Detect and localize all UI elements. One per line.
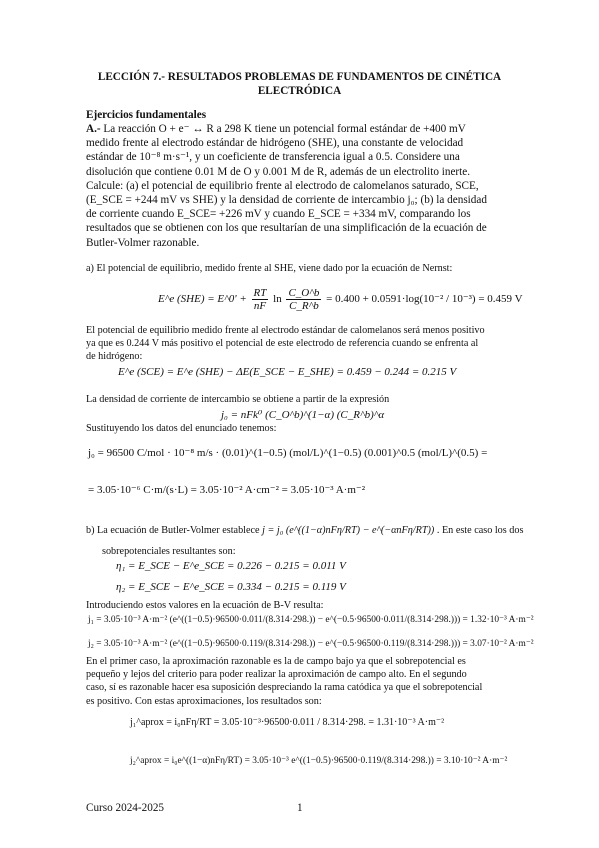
ln-operator: ln <box>273 293 282 306</box>
problem-line-9: Butler-Volmer razonable. <box>86 236 200 249</box>
j0-substitution: j₀ = 96500 C/mol · 10⁻⁸ m/s · (0.01)^(1−0.5) (mol/L)^(1−0.5) (0.001)^0.5 (mol/L)^(0.5) = <box>88 447 488 459</box>
concentration-ratio <box>286 287 321 312</box>
bv-intro: Introduciendo estos valores en la ecuación de B-V resulta: <box>86 600 324 611</box>
part-a-text <box>86 324 514 364</box>
problem-line-4: disolución que contiene 0.01 M de O y 0.001 M de R, además de un electrolito inerte. <box>86 165 471 178</box>
rt-over-nf <box>252 287 269 312</box>
co-numerator: C_O^b <box>288 287 320 299</box>
j0-expression: j₀ = nFk⁰ (C_O^b)^(1−α) (C_R^b)^α <box>221 409 385 421</box>
part-a-text-line-3: de hidrógeno: <box>86 351 143 363</box>
problem-line-8: resultados que se obtienen con los que resultarían de una simplificación de la ecuación de <box>86 222 487 235</box>
footer-course: Curso 2024-2025 <box>86 802 165 814</box>
j0-result: = 3.05·10⁻⁶ C·m/(s·L) = 3.05·10⁻² A·cm⁻² = 3.05·10⁻³ A·m⁻² <box>88 484 366 496</box>
part-b-tail: . En este caso los dos <box>436 525 524 536</box>
part-a-text-line-2: ya que es 0.244 V más positivo el potencial de este electrodo de referencia cuando se enfrenta al <box>86 338 479 350</box>
substitution-intro: Sustituyendo los datos del enunciado tenemos: <box>86 423 277 434</box>
problem-line-1: La reacción O + e⁻ ↔ R a 298 K tiene un potencial formal estándar de +400 mV <box>103 123 466 135</box>
problem-line-6: (E_SCE = +244 mV vs SHE) y la densidad de corriente de intercambio j₀; (b) la densidad <box>86 194 487 207</box>
section-heading: Ejercicios fundamentales <box>86 109 207 121</box>
approx-1-equation: j₁^aprox = i₀nFη/RT = 3.05·10⁻³·96500·0.011 / 8.314·298. = 1.31·10⁻³ A·m⁻² <box>130 717 445 728</box>
j1-equation: j₁ = 3.05·10⁻³ A·m⁻² (e^((1−0.5)·96500·0.011/(8.314·298.)) − e^(−0.5·96500·0.011/(8.314·298.))) = 1.32·10⁻³ A·m⁻² <box>88 615 534 625</box>
overpotential-1: η₁ = E_SCE − E^e_SCE = 0.226 − 0.215 = 0.011 V <box>116 560 346 572</box>
problem-line-2: medido frente al electrodo estándar de hidrógeno (SHE), una constante de velocidad <box>86 137 464 150</box>
overpotential-2: η₂ = E_SCE − E^e_SCE = 0.334 − 0.215 = 0.119 V <box>116 581 346 593</box>
part-c-text-line-1: En el primer caso, la aproximación razonable es la de campo bajo ya que el sobrepotencial es <box>86 656 466 667</box>
problem-line-3: estándar de 10⁻⁸ m·s⁻¹, y un coeficiente de transferencia igual a 0.5. Considere una <box>86 151 460 164</box>
nf-denominator: nF <box>253 300 267 312</box>
approx-2-equation: j₂^aprox = i₀e^((1−α)nFη/RT) = 3.05·10⁻³ e^((1−0.5)·96500·0.119/(8.314·298.)) = 3.10·10⁻² A·m⁻² <box>130 756 508 766</box>
j2-equation: j₂ = 3.05·10⁻³ A·m⁻² (e^((1−0.5)·96500·0.119/(8.314·298.)) − e^(−0.5·96500·0.119/(8.314·298.))) = 3.07·10⁻² A·m⁻² <box>88 639 534 649</box>
part-b-intro-line <box>86 524 523 537</box>
nernst-lhs: E^e (SHE) = E^0' + <box>158 293 247 306</box>
title-line-2: ELECTRÓDICA <box>257 85 342 97</box>
butler-volmer-equation: j = j₀ (e^((1−α)nFη/RT) − e^(−αnFη/RT)) <box>262 525 435 536</box>
part-c-text-line-3: caso, sí es razonable hacer esa suposición despreciando la rama catódica ya que el sobrepotencial <box>86 682 483 694</box>
title-line-1: LECCIÓN 7.- RESULTADOS PROBLEMAS DE FUNDAMENTOS DE CINÉTICA <box>97 71 502 83</box>
part-c-text <box>86 655 514 708</box>
problem-statement <box>86 122 514 250</box>
part-b-intro: b) La ecuación de Butler-Volmer establece <box>86 525 260 536</box>
j0-intro: La densidad de corriente de intercambio se obtiene a partir de la expresión <box>86 394 390 405</box>
rt-numerator: RT <box>253 287 267 299</box>
part-c-text-line-2: pequeño y lejos del criterio para poder realizar la aproximación de campo alto. En el segundo <box>86 669 467 681</box>
nernst-rhs: = 0.400 + 0.0591·log(10⁻² / 10⁻³) = 0.459 V <box>326 293 523 306</box>
problem-line-7: de corriente cuando E_SCE= +226 mV y cuando E_SCE = +334 mV, comparando los <box>86 208 471 221</box>
sce-equation: E^e (SCE) = E^e (SHE) − ΔE(E_SCE − E_SHE) = 0.459 − 0.244 = 0.215 V <box>118 366 457 378</box>
cr-denominator: C_R^b <box>289 300 319 312</box>
part-c-text-line-4: es positivo. Con estas aproximaciones, los resultados son: <box>86 695 322 707</box>
nernst-equation <box>158 287 523 312</box>
problem-line-5: Calcule: (a) el potencial de equilibrio frente al electrodo de calomelanos saturado, SCE, <box>86 179 479 192</box>
part-a-text-line-1: El potencial de equilibrio medido frente al electrodo estándar de calomelanos será menos positivo <box>86 325 485 336</box>
problem-label: A.- <box>86 123 101 135</box>
page-number: 1 <box>297 802 303 814</box>
part-b-intro-2: sobrepotenciales resultantes son: <box>102 546 236 557</box>
part-a-intro: a) El potencial de equilibrio, medido frente al SHE, viene dado por la ecuación de Nernst: <box>86 263 453 274</box>
